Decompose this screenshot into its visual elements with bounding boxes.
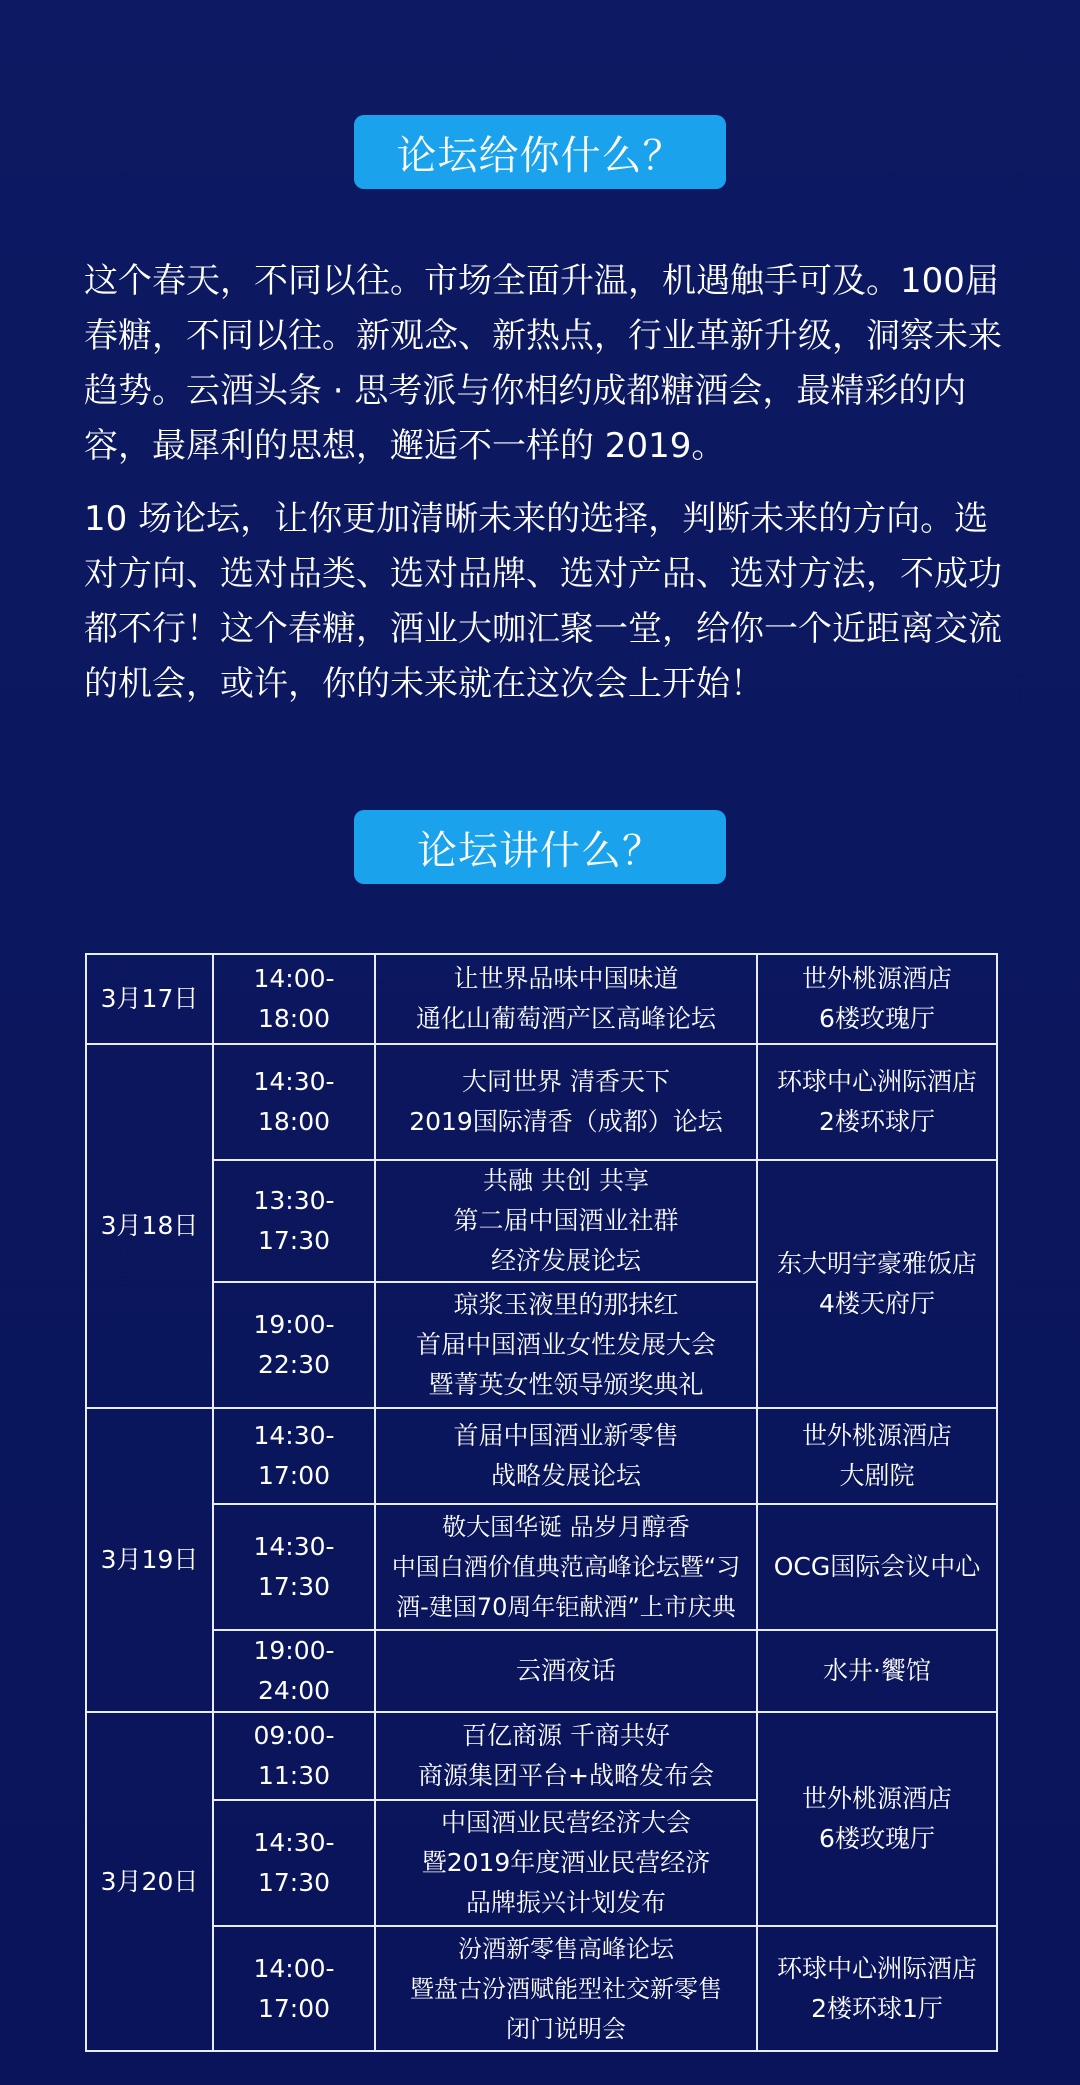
table-row [86, 1504, 997, 1630]
table-row [86, 954, 997, 1044]
intro-paragraph: 10 场论坛，让你更加清晰未来的选择，判断未来的方向。选对方向、选对品类、选对品牌、选对产品、选对方法，不成功都不行！这个春糖，酒业大咖汇聚一堂，给你一个近距离交流的机会，或许，你的未来就在这次会上开始！ [84, 499, 1002, 704]
venue-cell: 世外桃源酒店 6楼玫瑰厅 [757, 954, 997, 1044]
venue-cell: 东大明宇豪雅饭店 4楼天府厅 [757, 1160, 997, 1408]
topic-cell: 敬大国华诞 品岁月醇香 中国白酒价值典范高峰论坛暨“习 酒-建国70周年钜献酒”上市庆典 [375, 1504, 757, 1630]
time-cell: 14:30-17:00 [213, 1408, 375, 1504]
intro-paragraph: 这个春天，不同以往。市场全面升温，机遇触手可及。100届春糖，不同以往。新观念、新热点，行业革新升级，洞察未来趋势。云酒头条 · 思考派与你相约成都糖酒会，最精彩的内容，最犀利的思想，邂逅不一样的 2019。 [84, 261, 1002, 466]
date-cell: 3月18日 [86, 1044, 213, 1408]
section-title: 论坛讲什么？ [417, 827, 663, 874]
table-row [86, 1044, 997, 1160]
table-row [86, 1712, 997, 1800]
venue-cell: 世外桃源酒店 大剧院 [757, 1408, 997, 1504]
time-cell: 14:30-17:30 [213, 1504, 375, 1630]
date-cell: 3月19日 [86, 1408, 213, 1712]
table-row [86, 1408, 997, 1504]
time-cell: 13:30-17:30 [213, 1160, 375, 1282]
time-cell: 09:00-11:30 [213, 1712, 375, 1800]
topic-cell: 百亿商源 千商共好 商源集团平台+战略发布会 [375, 1712, 757, 1800]
time-cell: 19:00-22:30 [213, 1282, 375, 1408]
venue-cell: OCG国际会议中心 [757, 1504, 997, 1630]
section-title-badge [354, 810, 726, 884]
table-row [86, 1926, 997, 2051]
date-cell: 3月17日 [86, 954, 213, 1044]
venue-cell: 世外桃源酒店 6楼玫瑰厅 [757, 1712, 997, 1926]
table-row [86, 1630, 997, 1712]
topic-cell: 中国酒业民营经济大会 暨2019年度酒业民营经济 品牌振兴计划发布 [375, 1800, 757, 1926]
time-cell: 19:00-24:00 [213, 1630, 375, 1712]
date-cell: 3月20日 [86, 1712, 213, 2051]
topic-cell: 共融 共创 共享 第二届中国酒业社群 经济发展论坛 [375, 1160, 757, 1282]
topic-cell: 首届中国酒业新零售 战略发展论坛 [375, 1408, 757, 1504]
topic-cell: 让世界品味中国味道 通化山葡萄酒产区高峰论坛 [375, 954, 757, 1044]
time-cell: 14:00-17:00 [213, 1926, 375, 2051]
venue-cell: 水井·饗馆 [757, 1630, 997, 1712]
topic-cell: 汾酒新零售高峰论坛 暨盘古汾酒赋能型社交新零售 闭门说明会 [375, 1926, 757, 2051]
table-row [86, 1160, 997, 1282]
venue-cell: 环球中心洲际酒店 2楼环球1厅 [757, 1926, 997, 2051]
topic-cell: 大同世界 清香天下 2019国际清香（成都）论坛 [375, 1044, 757, 1160]
topic-cell: 琼浆玉液里的那抹红 首届中国酒业女性发展大会 暨菁英女性领导颁奖典礼 [375, 1282, 757, 1408]
section-title: 论坛给你什么？ [396, 132, 684, 179]
time-cell: 14:30-18:00 [213, 1044, 375, 1160]
forum-schedule-table [85, 953, 998, 2052]
topic-cell: 云酒夜话 [375, 1630, 757, 1712]
time-cell: 14:30-17:30 [213, 1800, 375, 1926]
section-title-badge [354, 115, 726, 189]
time-cell: 14:00-18:00 [213, 954, 375, 1044]
venue-cell: 环球中心洲际酒店 2楼环球厅 [757, 1044, 997, 1160]
